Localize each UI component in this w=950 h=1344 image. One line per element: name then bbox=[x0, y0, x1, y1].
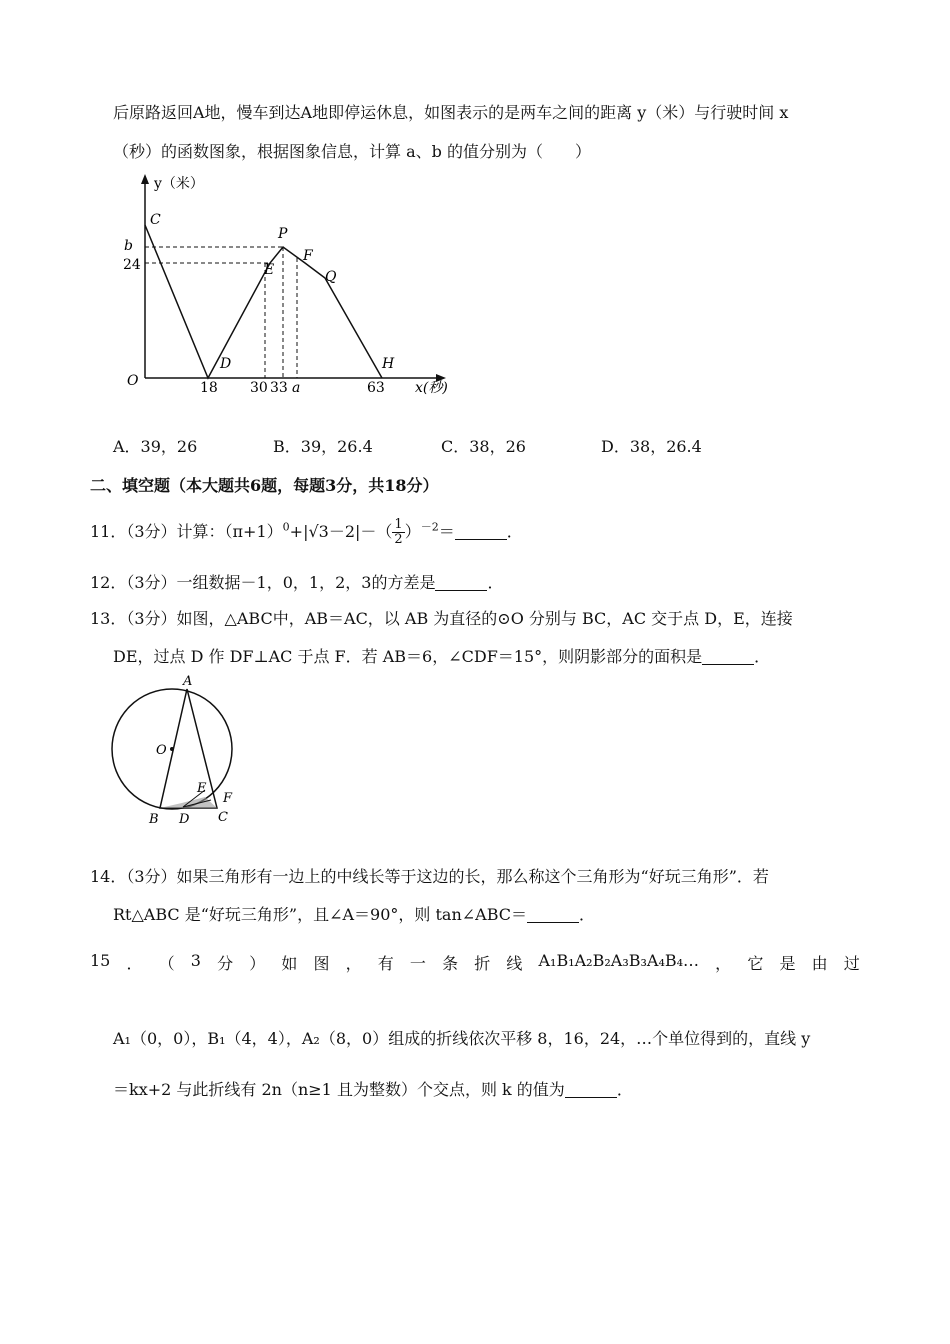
point-E-label: E bbox=[264, 262, 275, 278]
section-2-title: 二、填空题（本大题共6题，每题3分，共18分） bbox=[90, 476, 439, 495]
q15-line1-word: 由 bbox=[811, 954, 828, 973]
q15-line1-word: 过 bbox=[843, 954, 860, 973]
q11-exp: －2 bbox=[420, 520, 439, 534]
q11-close: ） bbox=[404, 522, 421, 541]
y-axis-arrow bbox=[141, 174, 149, 184]
q14-line2-text: Rt△ABC 是“好玩三角形”，且∠A＝90°，则 tan∠ABC＝ bbox=[113, 905, 528, 924]
q11-fraction-den: 2 bbox=[394, 532, 403, 547]
q15-line3-text: ＝kx+2 与此折线有 2n（n≥1 且为整数）个交点，则 k 的值为 bbox=[113, 1080, 565, 1099]
q15-line1-word: ） bbox=[249, 954, 266, 973]
label-B: B bbox=[149, 812, 159, 827]
q15-line1-word: ， bbox=[345, 954, 362, 973]
q13-text-line2 bbox=[113, 644, 770, 667]
q15-line1-word: 线 bbox=[506, 954, 523, 973]
q15-line1-word: 折 bbox=[474, 954, 491, 973]
q15-line1-word: 图 bbox=[313, 954, 330, 973]
q10-choice-c[interactable]: C．38，26 bbox=[441, 437, 526, 456]
distance-polyline bbox=[145, 225, 382, 378]
q11-fraction-num: 1 bbox=[394, 517, 403, 532]
q11-end: ． bbox=[506, 522, 523, 541]
q10-text-line1: 后原路返回A地，慢车到达A地即停运休息，如图表示的是两车之间的距离 y（米）与行驶时间 x bbox=[113, 103, 789, 122]
center-O-dot bbox=[170, 747, 174, 751]
q11-fraction bbox=[392, 518, 404, 547]
q15-end: ． bbox=[616, 1080, 633, 1099]
label-A: A bbox=[183, 674, 193, 689]
q15-line1-word: 如 bbox=[281, 954, 298, 973]
q15-line1-word: 一 bbox=[409, 954, 426, 973]
q12-text: 12．（3分）一组数据－1，0，1，2，3的方差是 bbox=[90, 573, 436, 592]
q10-distance-time-graph bbox=[110, 170, 470, 400]
q13-text-line1: 13．（3分）如图，△ABC中，AB＝AC，以 AB 为直径的⊙O 分别与 BC，AC 交于点 D，E，连接 bbox=[90, 609, 793, 628]
q10-choice-a[interactable]: A．39，26 bbox=[113, 437, 198, 456]
q11-exp0: 0 bbox=[282, 520, 290, 534]
y-axis-label: y（米） bbox=[154, 176, 204, 192]
point-Q-label: Q bbox=[325, 269, 337, 285]
tick-33-label: 33 bbox=[270, 380, 288, 396]
q11-line bbox=[90, 518, 523, 547]
q14-end: ． bbox=[579, 905, 596, 924]
q11-mid: +|√3－2|－（ bbox=[289, 522, 393, 541]
q13-answer-blank[interactable] bbox=[702, 648, 754, 665]
tick-b-label: b bbox=[124, 238, 133, 254]
q15-answer-blank[interactable] bbox=[565, 1081, 617, 1098]
q15-text-line1 bbox=[90, 951, 860, 974]
label-F: F bbox=[223, 791, 233, 806]
q15-line1-word: 有 bbox=[377, 954, 394, 973]
tick-18-label: 18 bbox=[200, 380, 218, 396]
q15-line1-word: ， bbox=[715, 954, 732, 973]
q13-line2-text: DE，过点 D 作 DF⊥AC 于点 F．若 AB＝6，∠CDF＝15°，则阴影部分的面积是 bbox=[113, 647, 703, 666]
label-C: C bbox=[218, 810, 228, 825]
q15-line1-word: 3 bbox=[190, 951, 201, 970]
label-E: E bbox=[197, 781, 207, 796]
q10-choice-b[interactable]: B．39，26.4 bbox=[273, 437, 373, 456]
q15-line1-word: ． bbox=[126, 954, 143, 973]
point-D-label: D bbox=[220, 356, 232, 372]
q15-line1-word: （ bbox=[158, 954, 175, 973]
q10-choice-d[interactable]: D．38，26.4 bbox=[601, 437, 702, 456]
point-H-label: H bbox=[382, 356, 395, 372]
x-axis-label: x(秒) bbox=[415, 380, 448, 396]
point-C-label: C bbox=[150, 212, 161, 228]
q14-text-line1: 14．（3分）如果三角形有一边上的中线长等于这边的长，那么称这个三角形为“好玩三角形”．若 bbox=[90, 867, 769, 886]
q15-text-line3 bbox=[113, 1077, 633, 1100]
q11-eq: ＝ bbox=[438, 522, 455, 541]
q11-prefix: 11．（3分）计算：（π+1） bbox=[90, 522, 283, 541]
q15-line1-word: 条 bbox=[442, 954, 459, 973]
label-D: D bbox=[179, 812, 190, 827]
point-P-label: P bbox=[278, 226, 288, 242]
tick-24-label: 24 bbox=[123, 257, 141, 273]
q12-end: ． bbox=[487, 573, 504, 592]
q15-line1-word: 它 bbox=[747, 954, 764, 973]
label-O: O bbox=[156, 743, 167, 758]
tick-63-label: 63 bbox=[367, 380, 385, 396]
q15-line1-word: 是 bbox=[779, 954, 796, 973]
tick-30-label: 30 bbox=[250, 380, 268, 396]
q15-line1-word: 15 bbox=[90, 951, 111, 970]
q15-text-line2: A₁（0，0），B₁（4，4），A₂（8，0）组成的折线依次平移 8，16，24，…个单位得到的，直线 y bbox=[113, 1029, 811, 1048]
q12-answer-blank[interactable] bbox=[435, 574, 487, 591]
q13-end: ． bbox=[754, 647, 771, 666]
q10-text-line2: （秒）的函数图象，根据图象信息，计算 a、b 的值分别为（ ） bbox=[113, 142, 591, 161]
q12-line bbox=[90, 570, 503, 593]
triangle-ABC bbox=[160, 689, 217, 808]
q15-line1-word: A₁B₁A₂B₂A₃B₃A₄B₄… bbox=[538, 951, 700, 970]
q13-circle-triangle-figure bbox=[105, 672, 255, 832]
q14-text-line2 bbox=[113, 902, 595, 925]
point-F-label: F bbox=[303, 248, 313, 264]
tick-a-label: a bbox=[292, 380, 301, 396]
q11-answer-blank[interactable] bbox=[455, 523, 507, 540]
q15-line1-word: 分 bbox=[217, 954, 234, 973]
q14-answer-blank[interactable] bbox=[527, 906, 579, 923]
origin-label: O bbox=[127, 373, 139, 389]
